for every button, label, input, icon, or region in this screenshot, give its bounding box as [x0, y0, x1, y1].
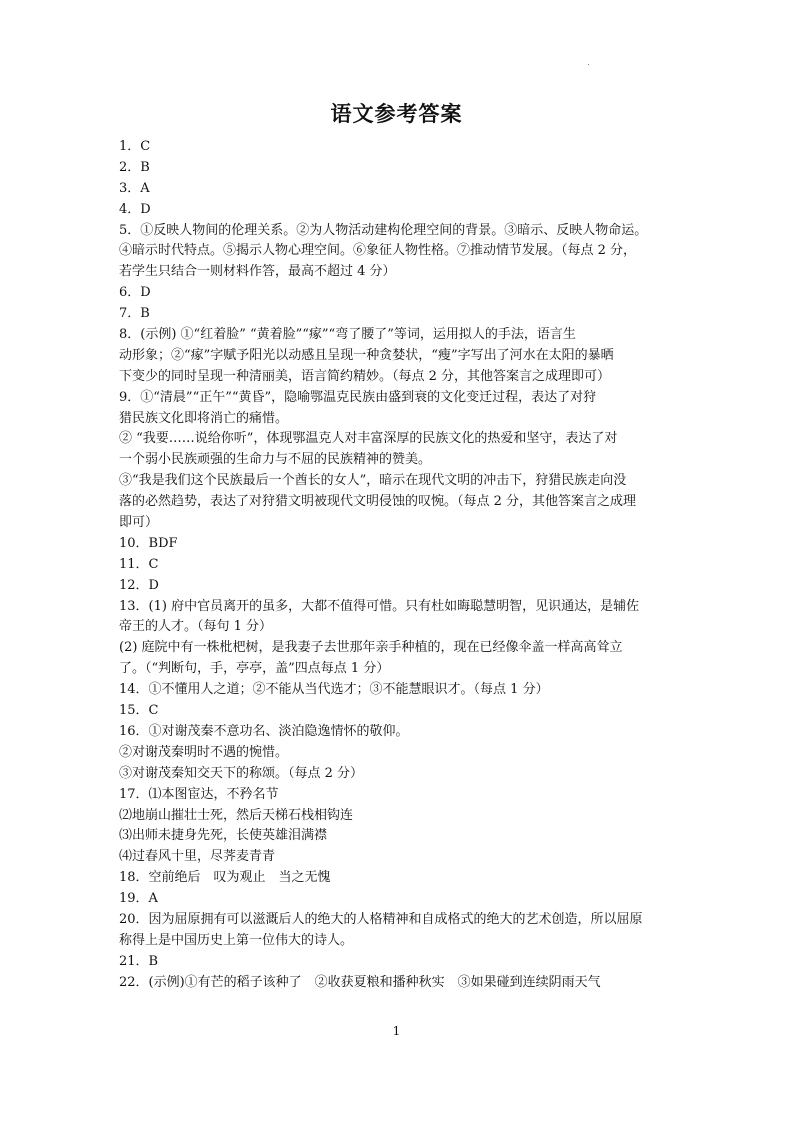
answer-line: 动形象；②“瘃”字赋予阳光以动感且呈现一种贪婪状，“瘦”字写出了河水在太阳的暴晒 — [119, 347, 614, 363]
answer-line: 即可） — [119, 515, 159, 531]
answer-line: 8．(示例) ①“红着脸” “黄着脸”“瘃”“弯了腰了”等词，运用拟人的手法，语言生 — [119, 327, 576, 343]
answer-line: 9．①“清晨”“正午”“黄昏”，隐喻鄂温克民族由盛到衰的文化变迁过程，表达了对狩 — [119, 389, 597, 405]
answer-line: 2．B — [119, 159, 150, 175]
answer-line: 18．空前绝后 叹为观止 当之无愧 — [119, 870, 331, 886]
answer-line: 下变少的同时呈现一种清丽美，语言简约精妙。（每点 2 分，其他答案言之成理即可） — [119, 368, 611, 384]
answer-line: 19．A — [119, 891, 158, 907]
answer-line: ③“我是我们这个民族最后一个酋长的女人”，暗示在现代文明的冲击下，狩猎民族走向没 — [119, 473, 627, 489]
answer-line: 3．A — [119, 180, 150, 196]
answer-line: 13．(1) 府中官员离开的虽多，大都不值得可惜。只有杜如晦聪慧明智，见识通达，是辅佐 — [119, 598, 640, 614]
answer-line: (2) 庭院中有一株枇杷树，是我妻子去世那年亲手种植的，现在已经像伞盖一样高高耸立 — [119, 640, 623, 656]
answer-line: 16．①对谢茂秦不意功名、淡泊隐逸情怀的敬仰。 — [119, 723, 409, 739]
answer-line: ⑷过春风十里，尽荠麦青青 — [119, 849, 276, 865]
answer-line: ②对谢茂秦明时不遇的惋惜。 — [119, 744, 289, 760]
answer-line: ④暗示时代特点。⑤揭示人物心理空间。⑥象征人物性格。⑦推动情节发展。（每点 2 分， — [119, 243, 637, 259]
answer-line: 落的必然趋势，表达了对狩猎文明被现代文明侵蚀的叹惋。（每点 2 分，其他答案言之成理 — [119, 494, 637, 510]
answer-line: 14．①不懂用人之道；②不能从当代选才；③不能慧眼识才。（每点 1 分） — [119, 682, 549, 698]
answer-line: ③对谢茂秦知交天下的称颂。（每点 2 分） — [119, 765, 364, 781]
answer-line: 1．C — [119, 139, 151, 154]
answer-line: 了。（“判断句，手，亭亭，盖”四点每点 1 分） — [119, 661, 390, 677]
answer-line: 20．因为屈原拥有可以滋溉后人的绝大的人格精神和自成格式的绝大的艺术创造，所以屈原 — [119, 911, 643, 927]
answer-line: 6．D — [119, 285, 151, 301]
answer-line: 若学生只结合一则材料作答，最高不超过 4 分） — [119, 264, 396, 280]
answer-line: 称得上是中国历史上第一位伟大的诗人。 — [119, 932, 354, 948]
page-title: 语文参考答案 — [330, 102, 463, 126]
answer-line: ⑵地崩山摧壮士死，然后天梯石栈相钩连 — [119, 807, 354, 823]
answer-line: ② “我要……说给你听”，体现鄂温克人对丰富深厚的民族文化的热爱和坚守，表达了对 — [119, 431, 618, 447]
answer-line: 17．⑴本图宦达，不矜名节 — [119, 786, 279, 802]
answer-line: 15．C — [119, 703, 159, 719]
answer-line: 11．C — [119, 556, 159, 572]
answer-line: 7．B — [119, 306, 150, 322]
scan-speck — [588, 64, 589, 65]
answer-line: 猎民族文化即将消亡的痛惜。 — [119, 410, 289, 426]
answer-line: ⑶出师未捷身先死，长使英雄泪满襟 — [119, 828, 328, 844]
answer-line: 帝王的人才。（每句 1 分） — [119, 619, 273, 635]
answer-line: 22．(示例)①有芒的稻子该种了 ②收获夏粮和播种秋实 ③如果碰到连续阴雨天气 — [119, 974, 601, 990]
answer-line: 5．①反映人物间的伦理关系。②为人物活动建构伦理空间的背景。③暗示、反映人物命运。 — [119, 222, 648, 238]
answer-line: 10．BDF — [119, 535, 178, 551]
answer-line: 4．D — [119, 201, 151, 217]
answer-line: 一个弱小民族顽强的生命力与不屈的民族精神的赞美。 — [119, 452, 432, 468]
answer-list — [119, 137, 679, 994]
page-number: 1 — [392, 1024, 401, 1038]
answer-line: 12．D — [119, 577, 159, 593]
answer-line: 21．B — [119, 953, 159, 969]
